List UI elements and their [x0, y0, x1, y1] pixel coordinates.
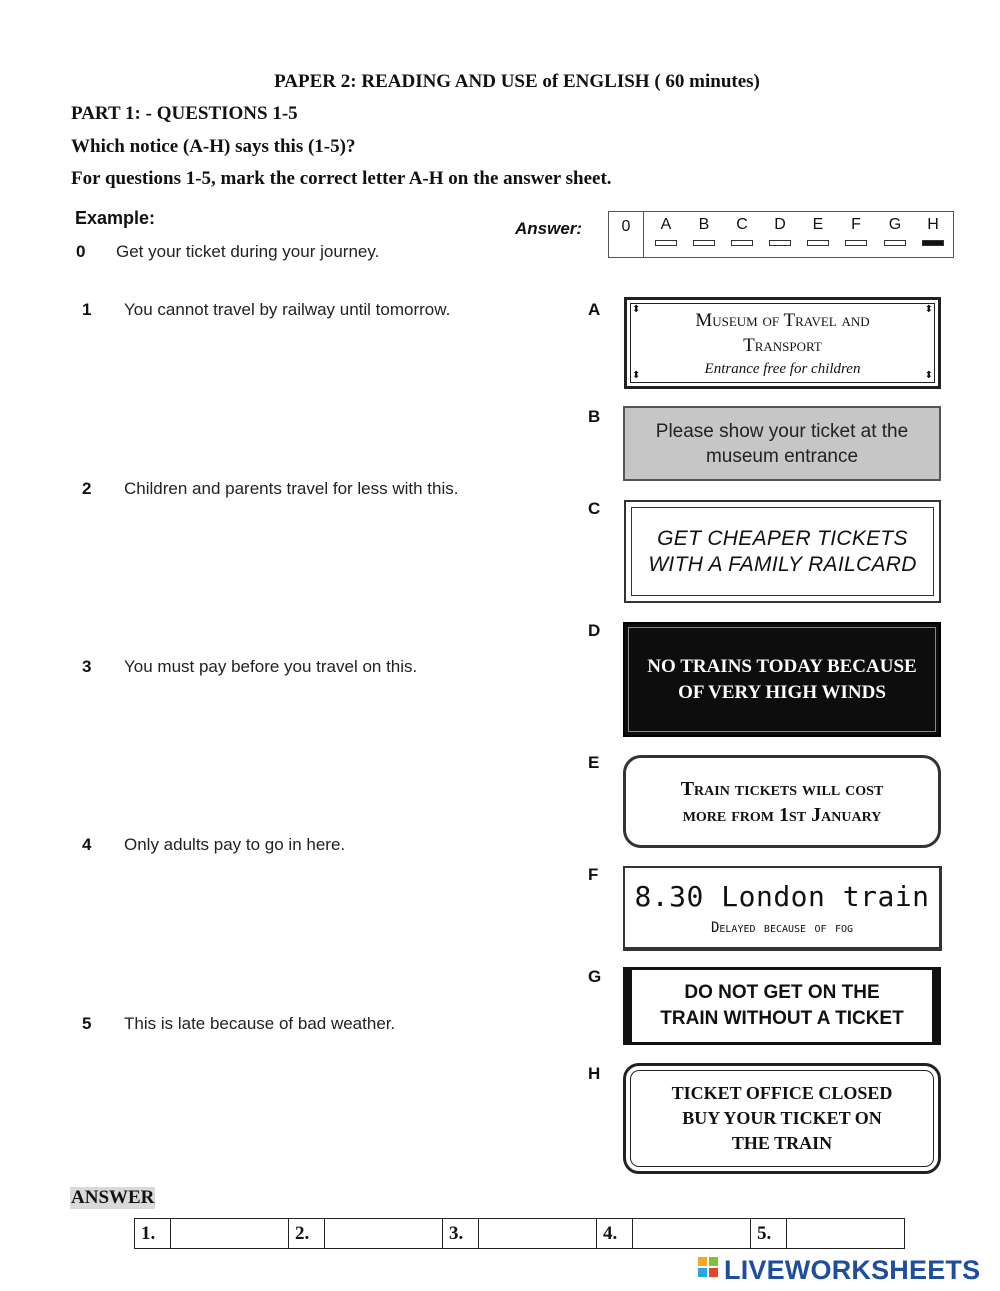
question-number-3: 3	[82, 657, 92, 676]
notice-letter-e: E	[588, 753, 600, 772]
notice-e-line1: Train tickets will cost	[680, 777, 884, 800]
answer-cell-label-2: 2.	[289, 1219, 325, 1249]
answer-input-5[interactable]	[787, 1219, 905, 1249]
answer-mark-h	[922, 240, 944, 246]
notice-h-line3: THE TRAIN	[731, 1133, 833, 1153]
answer-table	[134, 1218, 905, 1249]
notice-c-line1: GET CHEAPER TICKETS	[657, 526, 908, 550]
answer-input-3[interactable]	[479, 1219, 597, 1249]
answer-mark-d	[769, 240, 791, 246]
notice-b-line2: museum entrance	[705, 445, 859, 467]
example-number: 0	[76, 242, 86, 261]
question-number-4: 4	[82, 835, 92, 854]
answer-cell-label-4: 4.	[597, 1219, 633, 1249]
notice-letter-c: C	[588, 499, 601, 518]
notice-a-line1: Museum of Travel and	[695, 310, 870, 331]
question-text-4: Only adults pay to go in here.	[124, 835, 346, 854]
notice-letter-d: D	[588, 621, 601, 640]
notice-d-sign	[623, 622, 941, 737]
answer-letter-f: F	[851, 216, 861, 233]
notice-letter-g: G	[588, 967, 602, 986]
liveworksheets-logo-icon	[698, 1257, 720, 1283]
notice-b-sign	[623, 406, 941, 481]
notice-a-line3: Entrance free for children	[704, 361, 861, 377]
notice-h-sign	[623, 1063, 941, 1174]
notice-e-line2: more from 1st January	[682, 803, 882, 826]
question-text-3: You must pay before you travel on this.	[124, 657, 418, 676]
answer-example-box	[608, 211, 954, 258]
question-text-1: You cannot travel by railway until tomorrow.	[124, 300, 451, 319]
answer-mark-a	[655, 240, 677, 246]
question-number-1: 1	[82, 300, 92, 319]
notice-d-line1: NO TRAINS TODAY BECAUSE	[647, 655, 917, 677]
answer-letter-e: E	[812, 216, 824, 233]
answer-mark-f	[845, 240, 867, 246]
notice-g-sign	[623, 967, 941, 1045]
liveworksheets-brand	[698, 1255, 980, 1285]
answer-mark-b	[693, 240, 715, 246]
question-text-2: Children and parents travel for less with this.	[124, 479, 459, 498]
answer-input-1[interactable]	[171, 1219, 289, 1249]
answer-cell-label-1: 1.	[135, 1219, 171, 1249]
part-heading: PART 1: - QUESTIONS 1-5	[71, 103, 298, 124]
screw-icon: ⬍	[924, 304, 933, 315]
answer-example-zero: 0	[609, 212, 644, 257]
notice-c-line2: WITH A FAMILY RAILCARD	[648, 552, 917, 576]
screw-icon: ⬍	[632, 304, 641, 315]
answer-cell-label-3: 3.	[443, 1219, 479, 1249]
answer-letter-a: A	[660, 216, 672, 233]
notice-h-line1: TICKET OFFICE CLOSED	[671, 1083, 893, 1103]
notice-f-line1: 8.30 London train	[634, 879, 930, 913]
answer-input-2[interactable]	[325, 1219, 443, 1249]
instruction-mark: For questions 1-5, mark the correct letter A-H on the answer sheet.	[71, 168, 612, 189]
answer-mark-c	[731, 240, 753, 246]
answer-letter-g: G	[888, 216, 902, 233]
notice-letter-f: F	[588, 865, 599, 884]
answer-letter-h: H	[927, 216, 939, 233]
notice-f-sign	[623, 866, 942, 951]
answer-input-4[interactable]	[633, 1219, 751, 1249]
notice-letter-h: H	[588, 1064, 601, 1083]
answer-mark-g	[884, 240, 906, 246]
notice-letter-b: B	[588, 407, 601, 426]
notice-h-line2: BUY YOUR TICKET ON	[682, 1108, 882, 1128]
notice-g-line2: TRAIN WITHOUT A TICKET	[660, 1008, 904, 1029]
answer-cell-label-5: 5.	[751, 1219, 787, 1249]
notice-g-line1: DO NOT GET ON THE	[684, 982, 880, 1003]
instruction-which: Which notice (A-H) says this (1-5)?	[71, 136, 356, 157]
notice-d-line2: OF VERY HIGH WINDS	[678, 681, 886, 703]
answer-title: ANSWER	[71, 1187, 155, 1208]
example-text: Get your ticket during your journey.	[116, 242, 380, 261]
question-text-5: This is late because of bad weather.	[124, 1014, 396, 1033]
question-number-2: 2	[82, 479, 92, 498]
notice-e-sign	[623, 755, 941, 848]
question-number-5: 5	[82, 1014, 92, 1033]
example-label: Example:	[75, 208, 156, 228]
notice-a-sign	[624, 297, 941, 389]
screw-icon: ⬍	[632, 370, 641, 381]
answer-letter-c: C	[736, 216, 748, 233]
answer-letter-b: B	[698, 216, 710, 233]
answer-mark-e	[807, 240, 829, 246]
notice-c-sign	[624, 500, 941, 603]
brand-name: LIVEWORKSHEETS	[724, 1254, 981, 1285]
page-title: PAPER 2: READING AND USE of ENGLISH ( 60 minutes)	[274, 71, 760, 92]
answer-example-label: Answer:	[515, 219, 583, 238]
answer-letter-d: D	[774, 216, 786, 233]
notice-letter-a: A	[588, 300, 601, 319]
notice-a-line2: Transport	[743, 335, 822, 356]
notice-f-line2: Delayed because of fog	[710, 919, 854, 936]
notice-b-line1: Please show your ticket at the	[655, 420, 909, 442]
screw-icon: ⬍	[924, 370, 933, 381]
